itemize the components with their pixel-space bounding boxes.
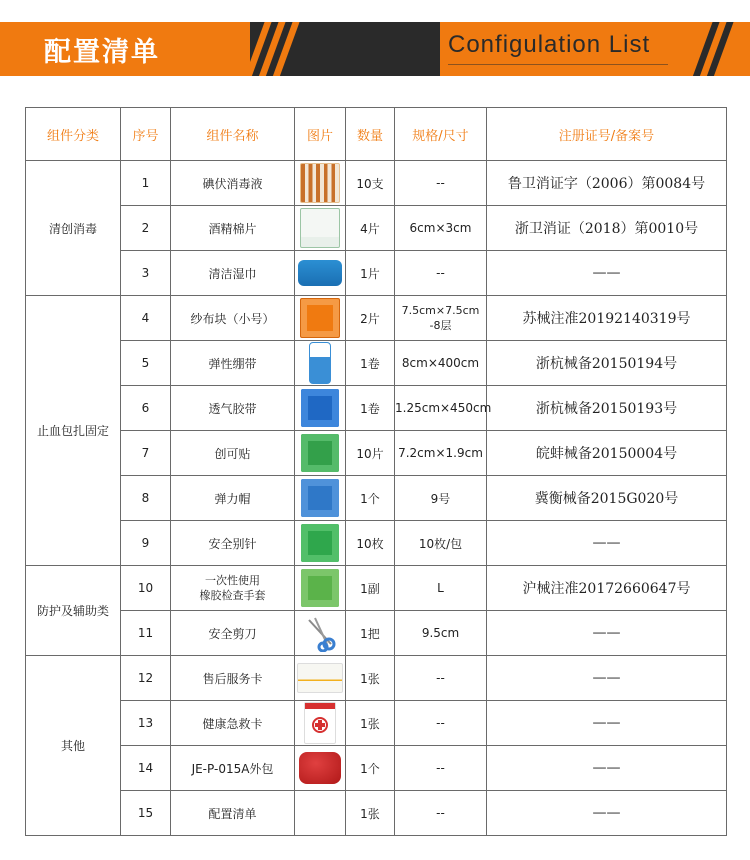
header-category: 组件分类 bbox=[26, 108, 121, 161]
registration-cell: 苏械注准20192140319号 bbox=[487, 296, 727, 341]
picture-cell bbox=[295, 566, 346, 611]
registration-cell: —— bbox=[487, 251, 727, 296]
registration-cell: —— bbox=[487, 791, 727, 836]
spec-cell: -- bbox=[395, 701, 487, 746]
table-row bbox=[26, 431, 727, 476]
picture-cell bbox=[295, 521, 346, 566]
spec-cell: L bbox=[395, 566, 487, 611]
spec-cell: -- bbox=[395, 791, 487, 836]
quantity-cell: 10枚 bbox=[346, 521, 395, 566]
registration-cell: 鲁卫消证字（2006）第0084号 bbox=[487, 161, 727, 206]
quantity-cell: 1个 bbox=[346, 746, 395, 791]
quantity-cell: 1个 bbox=[346, 476, 395, 521]
band-aid-icon bbox=[301, 434, 339, 472]
table-row bbox=[26, 251, 727, 296]
quantity-cell: 4片 bbox=[346, 206, 395, 251]
table-body bbox=[26, 161, 727, 836]
quantity-cell: 1张 bbox=[346, 791, 395, 836]
spec-cell: -- bbox=[395, 656, 487, 701]
picture-cell bbox=[295, 206, 346, 251]
item-name-cell: 纱布块（小号） bbox=[171, 296, 295, 341]
category-cell: 其他 bbox=[26, 656, 121, 836]
quantity-cell: 1把 bbox=[346, 611, 395, 656]
registration-cell: —— bbox=[487, 701, 727, 746]
number-cell: 13 bbox=[121, 701, 171, 746]
item-name-cell: 一次性使用 橡胶检查手套 bbox=[171, 566, 295, 611]
item-name-cell: 安全别针 bbox=[171, 521, 295, 566]
category-cell: 防护及辅助类 bbox=[26, 566, 121, 656]
registration-cell: 浙卫消证（2018）第0010号 bbox=[487, 206, 727, 251]
number-cell: 8 bbox=[121, 476, 171, 521]
spec-cell: 6cm×3cm bbox=[395, 206, 487, 251]
number-cell: 2 bbox=[121, 206, 171, 251]
number-cell: 1 bbox=[121, 161, 171, 206]
quantity-cell: 1卷 bbox=[346, 386, 395, 431]
registration-cell: —— bbox=[487, 611, 727, 656]
picture-cell bbox=[295, 431, 346, 476]
registration-cell: —— bbox=[487, 656, 727, 701]
header-spec: 规格/尺寸 bbox=[395, 108, 487, 161]
red-case-icon bbox=[299, 752, 341, 784]
safety-pin-icon bbox=[301, 524, 339, 562]
service-card-icon bbox=[297, 663, 343, 693]
item-name-cell: 弹性绷带 bbox=[171, 341, 295, 386]
picture-cell bbox=[295, 161, 346, 206]
picture-cell bbox=[295, 341, 346, 386]
table-row bbox=[26, 656, 727, 701]
spec-cell: -- bbox=[395, 746, 487, 791]
number-cell: 5 bbox=[121, 341, 171, 386]
number-cell: 4 bbox=[121, 296, 171, 341]
number-cell: 14 bbox=[121, 746, 171, 791]
table-row bbox=[26, 566, 727, 611]
number-cell: 10 bbox=[121, 566, 171, 611]
picture-cell bbox=[295, 791, 346, 836]
item-name-cell: 安全剪刀 bbox=[171, 611, 295, 656]
first-aid-card-icon bbox=[304, 702, 336, 744]
spec-cell: 9号 bbox=[395, 476, 487, 521]
number-cell: 11 bbox=[121, 611, 171, 656]
quantity-cell: 1副 bbox=[346, 566, 395, 611]
registration-cell: 皖蚌械备20150004号 bbox=[487, 431, 727, 476]
subtitle-rule bbox=[448, 64, 668, 65]
item-name-cell: 配置清单 bbox=[171, 791, 295, 836]
table-row bbox=[26, 521, 727, 566]
number-cell: 7 bbox=[121, 431, 171, 476]
scissors-icon bbox=[301, 614, 339, 652]
registration-cell: —— bbox=[487, 521, 727, 566]
spec-cell: 9.5cm bbox=[395, 611, 487, 656]
table-row bbox=[26, 746, 727, 791]
registration-cell: 浙杭械备20150194号 bbox=[487, 341, 727, 386]
wet-wipe-icon bbox=[298, 260, 342, 286]
spec-cell: 10枚/包 bbox=[395, 521, 487, 566]
header-name: 组件名称 bbox=[171, 108, 295, 161]
table-header-row bbox=[26, 108, 727, 161]
registration-cell: 沪械注准20172660647号 bbox=[487, 566, 727, 611]
tape-icon bbox=[301, 389, 339, 427]
elastic-bandage-icon bbox=[309, 342, 331, 384]
picture-cell bbox=[295, 251, 346, 296]
item-name-cell: JE-P-015A外包 bbox=[171, 746, 295, 791]
table-row bbox=[26, 701, 727, 746]
registration-cell: —— bbox=[487, 746, 727, 791]
number-cell: 6 bbox=[121, 386, 171, 431]
header-quantity: 数量 bbox=[346, 108, 395, 161]
quantity-cell: 2片 bbox=[346, 296, 395, 341]
item-name-cell: 碘伏消毒液 bbox=[171, 161, 295, 206]
spec-cell: 8cm×400cm bbox=[395, 341, 487, 386]
alcohol-pad-icon bbox=[300, 208, 340, 248]
quantity-cell: 1张 bbox=[346, 656, 395, 701]
number-cell: 12 bbox=[121, 656, 171, 701]
number-cell: 3 bbox=[121, 251, 171, 296]
spec-cell: -- bbox=[395, 251, 487, 296]
item-name-cell: 创可贴 bbox=[171, 431, 295, 476]
item-name-cell: 弹力帽 bbox=[171, 476, 295, 521]
picture-cell bbox=[295, 296, 346, 341]
number-cell: 15 bbox=[121, 791, 171, 836]
iodine-swab-pack-icon bbox=[300, 163, 340, 203]
table-row bbox=[26, 476, 727, 521]
picture-cell bbox=[295, 701, 346, 746]
quantity-cell: 1张 bbox=[346, 701, 395, 746]
registration-cell: 冀衡械备2015G020号 bbox=[487, 476, 727, 521]
item-name-cell: 售后服务卡 bbox=[171, 656, 295, 701]
category-cell: 清创消毒 bbox=[26, 161, 121, 296]
spec-cell: 7.2cm×1.9cm bbox=[395, 431, 487, 476]
table-row bbox=[26, 206, 727, 251]
picture-cell bbox=[295, 386, 346, 431]
page-title: 配置清单 bbox=[44, 37, 160, 68]
quantity-cell: 10片 bbox=[346, 431, 395, 476]
picture-cell bbox=[295, 611, 346, 656]
quantity-cell: 10支 bbox=[346, 161, 395, 206]
table-row bbox=[26, 791, 727, 836]
header-number: 序号 bbox=[121, 108, 171, 161]
header-banner bbox=[0, 22, 750, 76]
table-row bbox=[26, 296, 727, 341]
item-name-cell: 酒精棉片 bbox=[171, 206, 295, 251]
spec-cell: 1.25cm×450cm bbox=[395, 386, 487, 431]
quantity-cell: 1卷 bbox=[346, 341, 395, 386]
gauze-pad-icon bbox=[300, 298, 340, 338]
table-row bbox=[26, 161, 727, 206]
spec-cell: -- bbox=[395, 161, 487, 206]
table-row bbox=[26, 611, 727, 656]
category-cell: 止血包扎固定 bbox=[26, 296, 121, 566]
registration-cell: 浙杭械备20150193号 bbox=[487, 386, 727, 431]
configuration-table bbox=[25, 107, 727, 836]
item-name-cell: 健康急救卡 bbox=[171, 701, 295, 746]
picture-cell bbox=[295, 746, 346, 791]
table-row bbox=[26, 386, 727, 431]
number-cell: 9 bbox=[121, 521, 171, 566]
header-picture: 图片 bbox=[295, 108, 346, 161]
item-name-cell: 清洁湿巾 bbox=[171, 251, 295, 296]
spec-cell: 7.5cm×7.5cm -8层 bbox=[395, 296, 487, 341]
picture-cell bbox=[295, 656, 346, 701]
table-row bbox=[26, 341, 727, 386]
elastic-cap-icon bbox=[301, 479, 339, 517]
gloves-icon bbox=[301, 569, 339, 607]
quantity-cell: 1片 bbox=[346, 251, 395, 296]
item-name-cell: 透气胶带 bbox=[171, 386, 295, 431]
header-registration: 注册证号/备案号 bbox=[487, 108, 727, 161]
page-subtitle: Configulation List bbox=[448, 31, 651, 58]
picture-cell bbox=[295, 476, 346, 521]
